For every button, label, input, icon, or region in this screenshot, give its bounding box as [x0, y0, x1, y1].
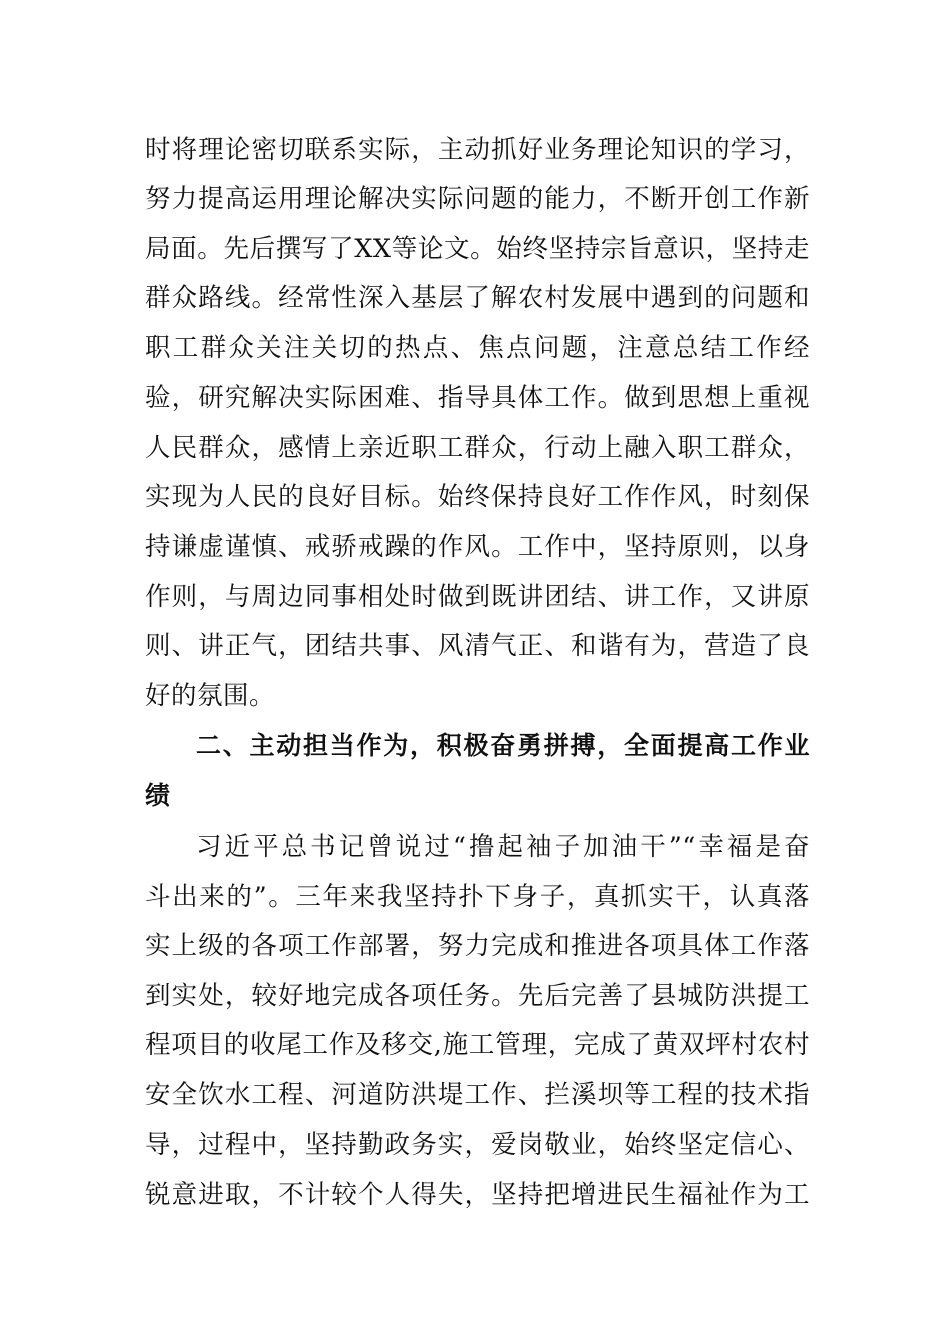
section-heading-line-1: 二、主动担当作为，积极奋勇拼搏，全面提高工作业 [196, 731, 810, 760]
paragraph-1-line-4: 群众路线。经常性深入基层了解农村发展中遇到的问题和 [145, 283, 810, 313]
paragraph-2-line-2: 斗出来的”。三年来我坚持扑下身子，真抓实干，认真落 [145, 882, 810, 912]
paragraph-1-line-12: 好的氛围。 [145, 681, 276, 711]
section-heading-line-2: 绩 [145, 781, 171, 810]
paragraph-1-line-7: 人民群众，感情上亲近职工群众，行动上融入职工群众， [145, 433, 810, 463]
paragraph-1-line-10: 作则，与周边同事相处时做到既讲团结、讲工作，又讲原 [145, 582, 810, 612]
paragraph-1-line-3: 局面。先后撰写了XX等论文。始终坚持宗旨意识，坚持走 [145, 234, 810, 264]
paragraph-2-line-6: 安全饮水工程、河道防洪堤工作、拦溪坝等工程的技术指 [145, 1080, 810, 1110]
paragraph-2-line-5: 程项目的收尾工作及移交,施工管理，完成了黄双坪村农村 [145, 1030, 810, 1060]
paragraph-1-line-9: 持谦虚谨慎、戒骄戒躁的作风。工作中，坚持原则，以身 [145, 532, 810, 562]
paragraph-2-line-7: 导，过程中，坚持勤政务实，爱岗敬业，始终坚定信心、 [145, 1130, 810, 1160]
paragraph-2-line-8: 锐意进取，不计较个人得失，坚持把增进民生福祉作为工 [145, 1180, 810, 1210]
paragraph-1-line-6: 验，研究解决实际困难、指导具体工作。做到思想上重视 [145, 383, 810, 413]
paragraph-2-line-4: 到实处，较好地完成各项任务。先后完善了县城防洪提工 [145, 981, 810, 1011]
paragraph-1-line-2: 努力提高运用理论解决实际问题的能力，不断开创工作新 [145, 184, 810, 214]
paragraph-2-line-1: 习近平总书记曾说过“撸起袖子加油干”“幸福是奋 [196, 832, 810, 862]
paragraph-1-line-5: 职工群众关注关切的热点、焦点问题，注意总结工作经 [145, 333, 810, 363]
paragraph-1-line-1: 时将理论密切联系实际，主动抓好业务理论知识的学习， [145, 135, 810, 165]
paragraph-1-line-11: 则、讲正气，团结共事、风清气正、和谐有为，营造了良 [145, 631, 810, 661]
paragraph-2-line-3: 实上级的各项工作部署，努力完成和推进各项具体工作落 [145, 931, 810, 961]
paragraph-1-line-8: 实现为人民的良好目标。始终保持良好工作作风，时刻保 [145, 482, 810, 512]
